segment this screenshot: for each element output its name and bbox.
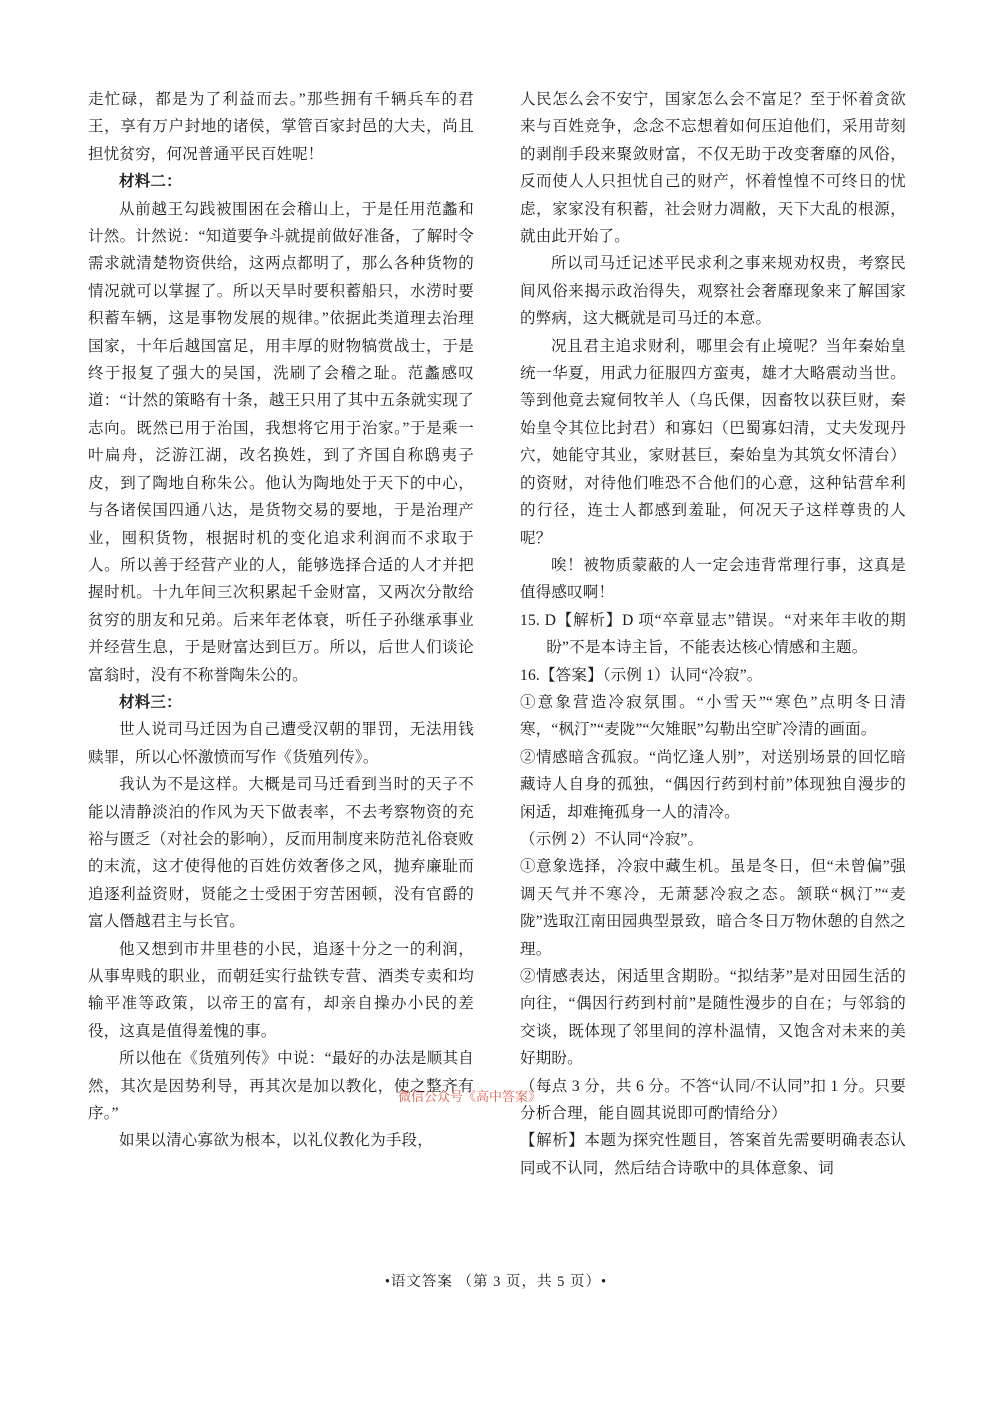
paragraph: 16.【答案】（示例 1）认同“冷寂”。 [520, 666, 763, 684]
material-heading: 材料二： [119, 173, 182, 191]
material-heading: 材料三： [119, 693, 182, 711]
paragraph: 15. D【解析】D 项“卒章显志”错误。“对来年丰收的期盼”不是本诗主旨，不能表达核心情感和主题。 [520, 611, 906, 657]
left-column [88, 86, 474, 1182]
paragraph: ②情感暗含孤寂。“尚忆逢人别”，对送别场景的回忆暗藏诗人自身的孤独，“偶因行药到村前”体现独自漫步的闲适，却难掩孤身一人的清冷。 [520, 748, 906, 821]
paragraph: （示例 2）不认同“冷寂”。 [520, 830, 704, 848]
paragraph: 我认为不是这样。大概是司马迁看到当时的天子不能以清静淡泊的作风为天下做表率，不去考察物资的充裕与匮乏（对社会的影响），反而用制度来防范礼俗衰败的末流，这才使得他的百姓仿效奢侈之风，抛弃廉耻而追逐利益资财，贤能之士受困于穷苦困顿，没有官爵的富人僭越君主与长官。 [88, 776, 474, 931]
paragraph: 所以司马迁记述平民求利之事来规劝权贵，考察民间风俗来揭示政治得失，观察社会奢靡现象来了解国家的弊病，这大概就是司马迁的本意。 [520, 255, 906, 328]
page-content [88, 86, 906, 1182]
paragraph: ①意象选择，冷寂中藏生机。虽是冬日，但“未曾偏”强调天气并不寒冷，无萧瑟冷寂之态。颔联“枫汀”“麦陇”选取江南田园典型景致，暗合冬日万物休憩的自然之理。 [520, 858, 906, 958]
right-column [520, 86, 906, 1182]
paragraph: 况且君主追求财利，哪里会有止境呢？当年秦始皇统一华夏，用武力征服四方蛮夷，雄才大略震动当世。等到他竟去窥伺牧羊人（乌氏倮，因畜牧以获巨财，秦始皇令其位比封君）和寡妇（巴蜀寡妇清，丈夫发现丹穴，她能守其业，家财甚巨，秦始皇为其筑女怀清台）的资财，对待他们唯恐不合他们的心意，这种钻营牟利的行径，连士人都感到羞耻，何况天子这样尊贵的人呢？ [520, 337, 906, 547]
paragraph: ②情感表达，闲适里含期盼。“拟结茅”是对田园生活的向往，“偶因行药到村前”是随性漫步的自在；与邻翁的交谈，既体现了邻里间的淳朴温情，又饱含对未来的美好期盼。 [520, 968, 906, 1068]
paragraph: 他又想到市井里巷的小民，追逐十分之一的利润，从事卑贱的职业，而朝廷实行盐铁专营、酒类专卖和均输平准等政策，以帝王的富有，却亲自操办小民的差役，这真是值得羞愧的事。 [88, 940, 474, 1040]
paragraph: （每点 3 分，共 6 分。不答“认同/不认同”扣 1 分。只要分析合理，能自圆其说即可酌情给分） [520, 1077, 906, 1123]
paragraph: 如果以清心寡欲为根本，以礼仪教化为手段， [119, 1132, 434, 1150]
paragraph: 唉！被物质蒙蔽的人一定会违背常理行事，这真是值得感叹啊！ [520, 556, 906, 602]
paragraph: 从前越王勾践被围困在会稽山上，于是任用范蠡和计然。计然说：“知道要争斗就提前做好准备，了解时令需求就清楚物资供给，这两点都明了，那么各种货物的情况就可以掌握了。所以天旱时要积蓄船只，水涝时要积蓄车辆，这是事物发展的规律。”依据此类道理去治理国家，十年后越国富足，用丰厚的财物犒赏战士，于是终于报复了强大的吴国，洗刷了会稽之耻。范蠡感叹道：“计然的策略有十条，越王只用了其中五条就实现了志向。既然已用于治国，我想将它用于治家。”于是乘一叶扁舟，泛游江湖，改名换姓，到了齐国自称鸱夷子皮，到了陶地自称朱公。他认为陶地处于天下的中心，与各诸侯国四通八达，是货物交易的要地，于是治理产业，囤积货物，根据时机的变化追求利润而不求取于人。所以善于经营产业的人，能够选择合适的人才并把握时机。十九年间三次积累起千金财富，又两次分散给贫穷的朋友和兄弟。后来年老体衰，听任子孙继承事业并经营生息，于是财富达到巨万。所以，后世人们谈论富翁时，没有不称誉陶朱公的。 [88, 200, 474, 684]
red-watermark: 微信公众号《高中答案》 [398, 1089, 542, 1104]
paragraph: 【解析】本题为探究性题目，答案首先需要明确表态认同或不认同，然后结合诗歌中的具体意象、词 [520, 1132, 906, 1177]
paragraph: 人民怎么会不安宁，国家怎么会不富足？至于怀着贪欲来与百姓竞争，念念不忘想着如何压迫他们，采用苛刻的剥削手段来聚敛财富，不仅无助于改变奢靡的风俗，反而使人人只担忧自己的财产，怀着惶惶不可终日的忧虑，家家没有积蓄，社会财力凋敝，天下大乱的根源，就由此开始了。 [520, 91, 906, 246]
paragraph: 走忙碌，都是为了利益而去。”那些拥有千辆兵车的君王，享有万户封地的诸侯，掌管百家封邑的大夫，尚且担忧贫穷，何况普通平民百姓呢！ [88, 91, 474, 163]
paragraph: 世人说司马迁因为自己遭受汉朝的罪罚，无法用钱赎罪，所以心怀激愤而写作《货殖列传》。 [88, 721, 474, 766]
paragraph: ①意象营造冷寂氛围。“小雪天”“寒色”点明冬日清寒，“枫汀”“麦陇”“欠雉眠”勾勒出空旷冷清的画面。 [520, 693, 906, 739]
page-footer: •语文答案 （第 3 页，共 5 页）• [384, 1274, 608, 1290]
paragraph: 所以他在《货殖列传》中说：“最好的办法是顺其自然，其次是因势利导，再其次是加以教化，使之整齐有序。” [88, 1050, 474, 1123]
